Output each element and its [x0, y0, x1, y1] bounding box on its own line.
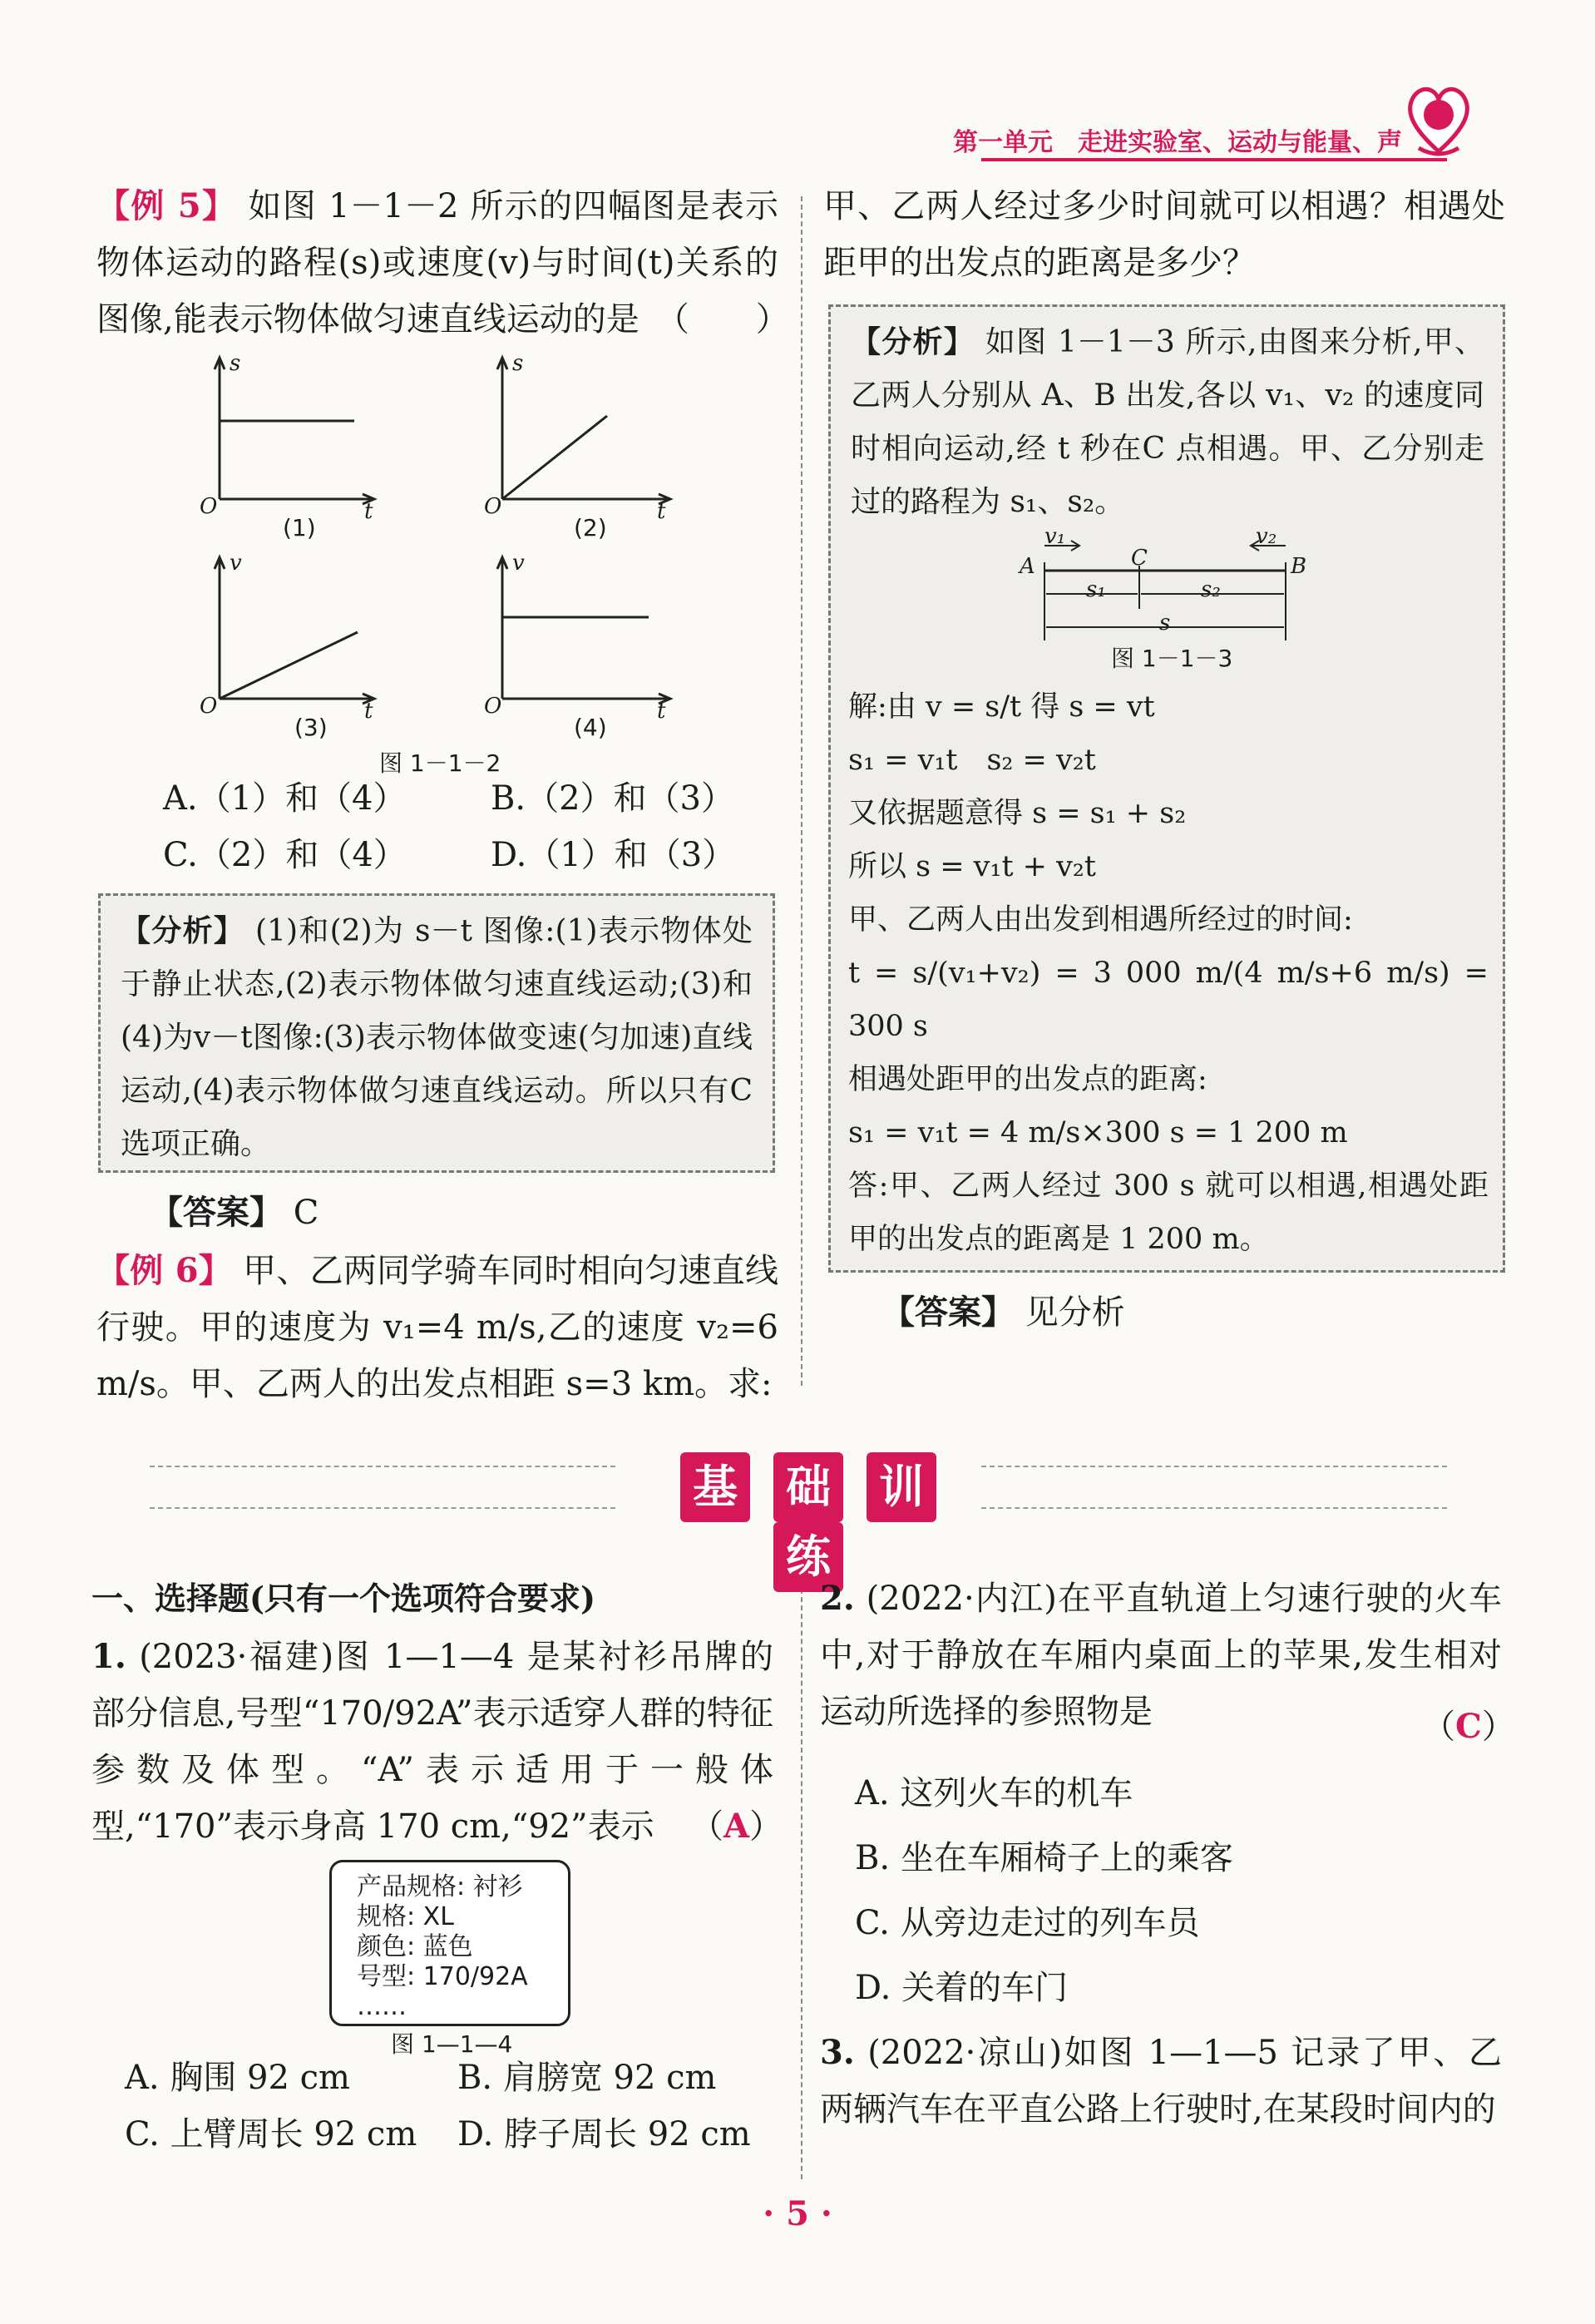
example5-option-d: D.（1）和（3）	[491, 836, 736, 874]
q2-option-d: D. 关着的车门	[855, 1969, 1069, 2007]
tag-line-3: 颜色: 蓝色	[357, 1932, 473, 1961]
page-number: · 5 ·	[763, 2194, 832, 2233]
q1-num: 1.	[91, 1637, 126, 1676]
diagram-s1: s₁	[1086, 577, 1106, 602]
example6-answer	[881, 1284, 1125, 1341]
graph2-ylabel: s	[512, 351, 524, 376]
graph3-ylabel: v	[230, 551, 242, 576]
header-rule	[981, 158, 1447, 161]
tag-line-1: 产品规格: 衬衫	[357, 1872, 523, 1901]
solution-line-9: 答:甲、乙两人经过 300 s 就可以相遇,相遇处距甲的出发点的距离是 1 200 m。	[848, 1169, 1489, 1256]
solution-line-3: 又依据题意得 s = s₁ + s₂	[848, 797, 1187, 830]
diagram-s: s	[1159, 611, 1171, 635]
graph2-xlabel: t	[657, 499, 666, 524]
diagram-v1: v₁	[1044, 524, 1066, 549]
example6-analysis-text: 如图 1－1－3 所示,由图来分析,甲、乙两人分别从 A、B 出发,各以 v₁、v₂ 的速度同时相向运动,经 t 秒在C 点相遇。甲、乙分别走过的路程为 s₁、s₂。	[851, 325, 1484, 519]
part1-title: 一、选择题(只有一个选项符合要求)	[91, 1580, 595, 1617]
example5-analysis-box	[98, 893, 775, 1173]
graph1-ylabel: s	[230, 351, 241, 376]
example5-stem	[96, 178, 789, 348]
diagram-b: B	[1291, 554, 1307, 579]
banner-char-3: 训	[867, 1452, 936, 1522]
tag-line-2: 规格: XL	[357, 1902, 454, 1931]
graph4-xlabel: t	[657, 699, 666, 724]
example5-option-c: C.（2）和（4）	[163, 836, 407, 874]
example6-analysis-tag: 【分析】	[851, 324, 975, 359]
q2-option-a: A. 这列火车的机车	[855, 1774, 1133, 1812]
example6-tag: 【例 6】	[96, 1251, 233, 1290]
graph3-num: (3)	[294, 714, 328, 741]
example5-text: 如图 1－1－2 所示的四幅图是表示物体运动的路程(s)或速度(v)与时间(t)关系的图像,能表示物体做匀速直线运动的是 （ ）	[96, 187, 789, 339]
q2-answer: C	[1455, 1707, 1482, 1746]
example6-stem-continued: 甲、乙两人经过多少时间就可以相遇？相遇处距甲的出发点的距离是多少？	[823, 187, 1505, 282]
banner-char-2: 础	[773, 1452, 843, 1522]
figure-1-1-3-diagram	[1020, 532, 1319, 657]
q3-num: 3.	[820, 2033, 855, 2072]
q3	[820, 2025, 1502, 2138]
example5-answer	[150, 1184, 319, 1241]
q1-option-d: D. 脖子周长 92 cm	[457, 2115, 751, 2153]
q2	[820, 1570, 1502, 1740]
example5-answer-tag: 【答案】	[150, 1193, 283, 1232]
q2-option-c: C. 从旁边走过的列车员	[855, 1904, 1200, 1942]
diagram-v2: v₂	[1256, 524, 1277, 549]
shirt-tag	[329, 1860, 570, 2026]
unit-header: 第一单元 走进实验室、运动与能量、声	[953, 128, 1402, 157]
example6-solution	[848, 680, 1489, 1266]
q1-option-c: C. 上臂周长 92 cm	[125, 2115, 417, 2153]
q1-option-b: B. 肩膀宽 92 cm	[457, 2059, 717, 2097]
example5-tag: 【例 5】	[96, 186, 237, 225]
q3-stem: (2022·凉山)如图 1—1—5 记录了甲、乙两辆汽车在平直公路上行驶时,在某段时间内的	[820, 2034, 1503, 2129]
q1-answer-bracket: （A）	[690, 1807, 783, 1846]
graph-3	[215, 557, 374, 704]
figure-1-1-4-caption: 图 1—1—4	[391, 2030, 513, 2058]
q1-stem: (2023·福建)图 1—1—4 是某衬衫吊牌的部分信息,号型“170/92A”表示适穿人群的特征参数及体型。“A”表示适用于一般体型,“170”表示身高 170 cm,“92”表示	[91, 1638, 774, 1846]
example5-graphs	[183, 349, 715, 765]
graph-1	[215, 358, 374, 504]
solution-line-2: s₁ = v₁t s₂ = v₂t	[848, 744, 1096, 777]
graph4-num: (4)	[574, 714, 607, 741]
q2-option-b: B. 坐在车厢椅子上的乘客	[855, 1839, 1233, 1877]
banner-char-4: 练	[773, 1522, 843, 1592]
graph3-xlabel: t	[364, 699, 373, 724]
graph2-origin: O	[484, 494, 502, 519]
banner-char-1: 基	[680, 1452, 750, 1522]
graph2-num: (2)	[574, 514, 607, 541]
example6-answer-tag: 【答案】	[881, 1293, 1015, 1332]
column-divider-lower	[801, 1580, 802, 2179]
q2-num: 2.	[820, 1579, 855, 1618]
example5-answer-value: C	[293, 1194, 319, 1232]
column-divider	[801, 196, 802, 1386]
solution-line-7: 相遇处距甲的出发点的距离:	[848, 1063, 1207, 1096]
tag-line-4: 号型: 170/92A	[357, 1962, 528, 1991]
diagram-s2: s₂	[1201, 577, 1221, 602]
q1-answer: A	[723, 1807, 750, 1846]
example5-analysis-text: (1)和(2)为 s－t 图像:(1)表示物体处于静止状态,(2)表示物体做匀速直线运动;(3)和(4)为v－t图像:(3)表示物体做变速(匀加速)直线运动,(4)表示物体做匀速直线运动。所以只有C选项正确。	[121, 914, 753, 1161]
banner-dash-right-2	[981, 1507, 1447, 1509]
graph1-origin: O	[200, 494, 218, 519]
q1	[91, 1629, 773, 1855]
diagram-a: A	[1020, 554, 1035, 579]
graph1-xlabel: t	[364, 499, 373, 524]
figure-1-1-3-caption: 图 1－1－3	[1111, 645, 1233, 672]
graph4-ylabel: v	[512, 551, 525, 576]
diagram-c: C	[1131, 546, 1148, 571]
example6-answer-value: 见分析	[1025, 1293, 1125, 1332]
graph3-origin: O	[200, 694, 218, 719]
banner-dash-right-1	[981, 1466, 1447, 1467]
graph-4	[497, 557, 670, 704]
solution-line-1: 解:由 v = s/t 得 s = vt	[848, 690, 1155, 724]
example6-text: 甲、乙两同学骑车同时相向匀速直线行驶。甲的速度为 v₁=4 m/s,乙的速度 v₂=6 m/s。甲、乙两人的出发点相距 s=3 km。求:	[96, 1252, 779, 1403]
tag-line-5: ……	[357, 1992, 407, 2021]
heart-logo-icon	[1402, 77, 1475, 160]
example5-analysis-tag: 【分析】	[121, 913, 245, 948]
example5-option-b: B.（2）和（3）	[491, 779, 735, 818]
example6-stem	[96, 1243, 778, 1412]
figure-1-1-2-caption: 图 1－1－2	[379, 749, 501, 777]
solution-line-5: 甲、乙两人由出发到相遇所经过的时间:	[848, 903, 1353, 937]
solution-line-8: s₁ = v₁t = 4 m/s×300 s = 1 200 m	[848, 1116, 1348, 1150]
q2-stem: (2022·内江)在平直轨道上匀速行驶的火车中,对于静放在车厢内桌面上的苹果,发生相对运动所选择的参照物是	[820, 1580, 1502, 1731]
q1-option-a: A. 胸围 92 cm	[125, 2059, 350, 2097]
q2-answer-bracket: （C）	[1422, 1707, 1515, 1746]
graph1-num: (1)	[283, 514, 316, 541]
graph-2	[497, 358, 670, 504]
banner-dash-left-2	[150, 1507, 615, 1509]
banner-dash-left-1	[150, 1466, 615, 1467]
solution-line-6: t = s/(v₁+v₂) = 3 000 m/(4 m/s+6 m/s) = 300 s	[848, 957, 1489, 1043]
example5-option-a: A.（1）和（4）	[163, 779, 407, 818]
solution-line-4: 所以 s = v₁t + v₂t	[848, 850, 1096, 883]
graph4-origin: O	[484, 694, 502, 719]
